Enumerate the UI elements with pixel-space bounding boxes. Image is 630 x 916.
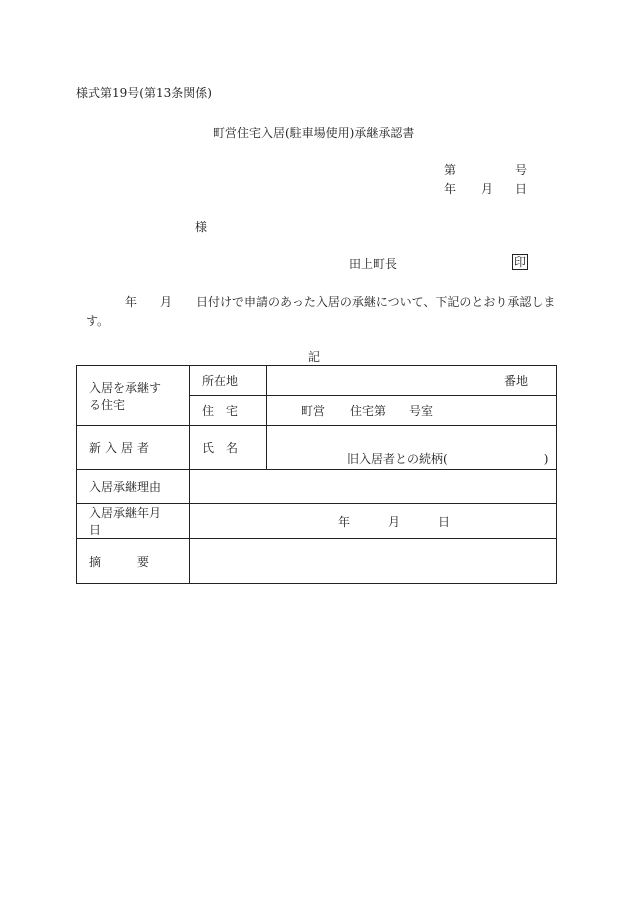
body-text-line2: す。 (86, 314, 110, 328)
banchi-text: 番地 (503, 374, 528, 388)
doc-date-month: 月 (481, 182, 494, 196)
doc-date-day: 日 (515, 182, 528, 196)
row-house-label (77, 366, 190, 426)
succession-date-label-line2: 日 (89, 523, 102, 537)
remarks-label (77, 539, 190, 584)
house-no-text: 住宅第 (350, 404, 387, 418)
relation-close: ) (543, 452, 549, 466)
succession-day: 日 (438, 514, 451, 529)
new-resident-label-text: 新入居者 (89, 441, 154, 455)
house-label (190, 396, 267, 426)
remarks-value[interactable] (190, 539, 557, 584)
body-year: 年 (125, 295, 138, 309)
addressee-sama: 様 (195, 220, 208, 234)
location-value[interactable] (267, 366, 557, 396)
doc-date-year: 年 (444, 182, 457, 196)
succession-year: 年 (338, 514, 351, 529)
room-no-text: 号室 (409, 404, 434, 418)
name-label (190, 426, 267, 470)
seal-mark (512, 254, 528, 270)
house-label-text: 住 宅 (202, 404, 239, 418)
relation-line (267, 450, 556, 467)
town-text: 町営 (301, 404, 326, 418)
doc-number-dai: 第 (444, 163, 457, 177)
succession-date-label-line1: 入居承継年月 (89, 506, 162, 520)
reason-label (77, 470, 190, 504)
ki-heading: 記 (308, 350, 321, 364)
house-value[interactable] (267, 396, 557, 426)
seal-label: 印 (514, 255, 527, 269)
remarks-label-text: 摘 要 (89, 554, 150, 569)
row-house-label-line1: 入居を承継す (89, 380, 162, 395)
approval-table (76, 365, 557, 584)
new-resident-label (77, 426, 190, 470)
name-label-text: 氏 名 (202, 441, 239, 455)
name-value[interactable] (267, 426, 557, 470)
form-number: 様式第19号(第13条関係) (76, 86, 212, 100)
document-title: 町営住宅入居(駐車場使用)承継承認書 (213, 126, 415, 140)
succession-date-label (77, 504, 190, 539)
succession-month: 月 (388, 514, 401, 529)
issuer-name: 田上町長 (349, 257, 398, 271)
succession-date-value[interactable] (190, 504, 557, 539)
reason-value[interactable] (190, 470, 557, 504)
body-month: 月 (160, 295, 173, 309)
row-house-label-line2: る住宅 (89, 397, 126, 412)
relation-label: 旧入居者との続柄( (347, 452, 448, 466)
location-label (190, 366, 267, 396)
body-text-line1: 日付けで申請のあった入居の承継について、下記のとおり承認しま (196, 295, 556, 309)
location-label-text: 所在地 (202, 374, 239, 388)
reason-label-text: 入居承継理由 (89, 480, 162, 494)
doc-number-go: 号 (515, 163, 528, 177)
